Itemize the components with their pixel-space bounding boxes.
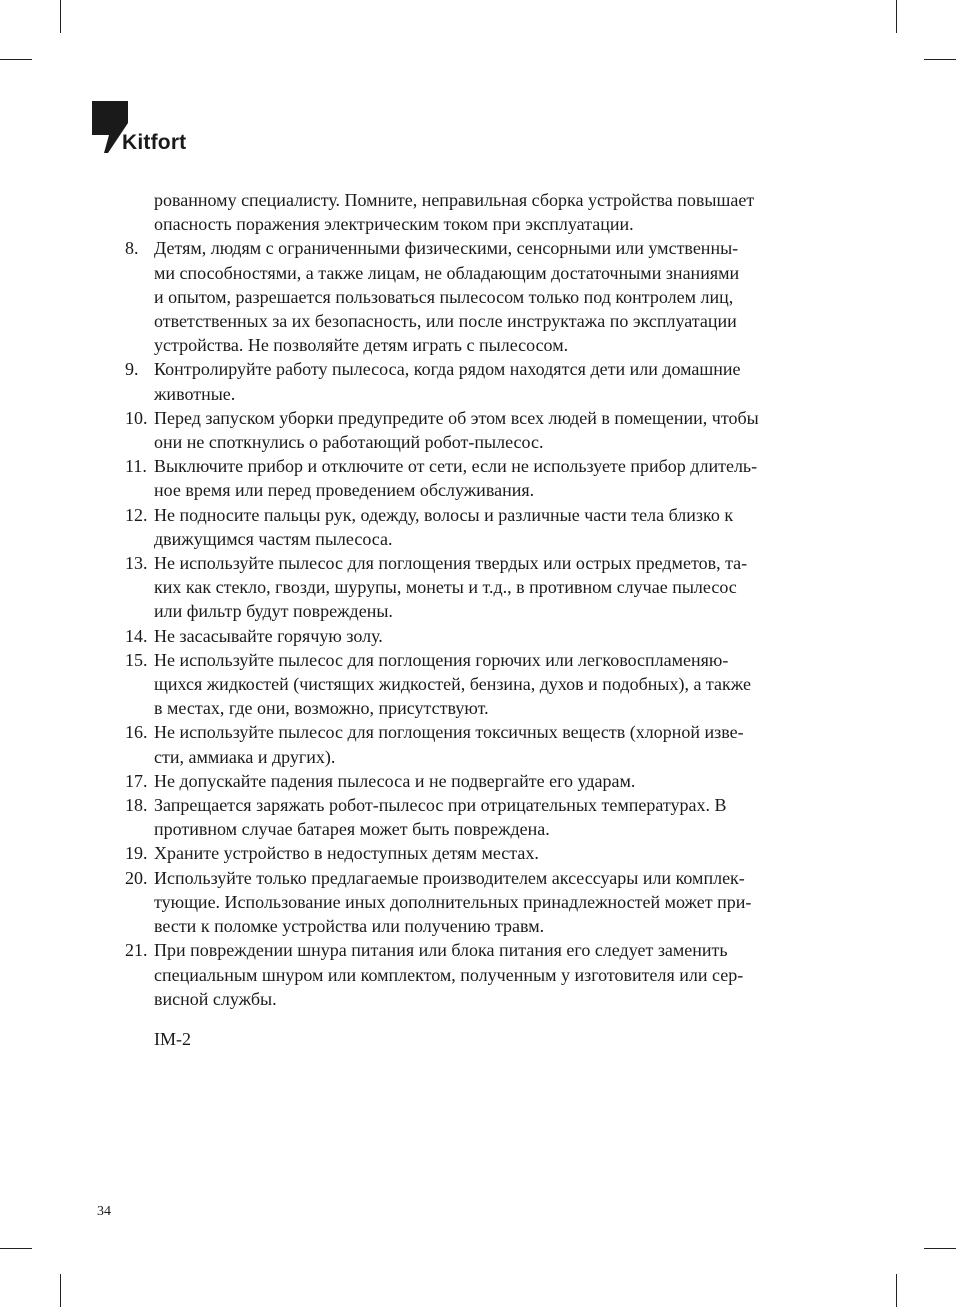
list-item (125, 938, 845, 1011)
item-text-line: Не используйте пылесос для поглощения токсичных веществ (хлорной изве- (154, 722, 744, 743)
item-text-line: Храните устройство в недоступных детям местах. (154, 843, 539, 864)
item-text-line: специальным шнуром или комплектом, полученным у изготовителя или сер- (154, 964, 744, 985)
list-item (125, 503, 845, 551)
item-text-line: ми способностями, а также лицам, не обладающим достаточными знаниями (154, 262, 740, 283)
crop-mark (60, 0, 61, 33)
item-text-line: противном случае батарея может быть повреждена. (154, 819, 550, 840)
list-item (125, 648, 845, 721)
list-item (125, 720, 845, 768)
item-text-line: ное время или перед проведением обслуживания. (154, 480, 535, 501)
crop-mark (0, 1248, 32, 1249)
item-number: 18. (125, 795, 148, 816)
list-item (125, 357, 845, 405)
item-text-line: Не засасывайте горячую золу. (154, 625, 383, 646)
item-text-line: животные. (154, 383, 236, 404)
item-text-line: сти, аммиака и других). (154, 746, 336, 767)
item-text-line: тующие. Использование иных дополнительных принадлежностей может при- (154, 891, 752, 912)
safety-instructions (125, 188, 845, 1011)
intro-paragraph (154, 188, 845, 236)
item-text-line: щихся жидкостей (чистящих жидкостей, бензина, духов и подобных), а также (154, 674, 751, 695)
item-text-line: Контролируйте работу пылесоса, когда рядом находятся дети или домашние (154, 359, 741, 380)
list-item (125, 769, 845, 793)
item-text-line: вести к поломке устройства или получению травм. (154, 916, 545, 937)
item-text-line: Не допускайте падения пылесоса и не подвергайте его ударам. (154, 770, 636, 791)
item-number: 21. (125, 940, 148, 961)
item-text-line: в местах, где они, возможно, присутствуют. (154, 698, 489, 719)
item-text-line: Запрещается заряжать робот-пылесос при отрицательных температурах. В (154, 795, 727, 816)
item-number: 15. (125, 649, 148, 670)
instructions-list (125, 236, 845, 1011)
item-number: 13. (125, 553, 148, 574)
list-item (125, 841, 845, 865)
item-text-line: движущимся частям пылесоса. (154, 528, 393, 549)
list-item (125, 624, 845, 648)
crop-mark (896, 0, 897, 33)
model-code: IM-2 (154, 1029, 191, 1049)
item-text-line: Выключите прибор и отключите от сети, если не используете прибор длитель- (154, 456, 758, 477)
list-item (125, 454, 845, 502)
item-number: 20. (125, 867, 148, 888)
item-text-line: они не споткнулись о работающий робот-пылесос. (154, 432, 544, 453)
item-text-line: Используйте только предлагаемые производителем аксессуары или комплек- (154, 867, 745, 888)
item-text-line: висной службы. (154, 988, 277, 1009)
item-number: 10. (125, 407, 148, 428)
intro-line: рованному специалисту. Помните, неправильная сборка устройства повышает (154, 190, 755, 210)
list-item (125, 551, 845, 624)
item-text-line: Не подносите пальцы рук, одежду, волосы и различные части тела близко к (154, 504, 734, 525)
item-text-line: Не используйте пылесос для поглощения твердых или острых предметов, та- (154, 553, 748, 574)
item-text-line: или фильтр будут повреждены. (154, 601, 393, 622)
item-text-line: устройства. Не позволяйте детям играть с пылесосом. (154, 335, 569, 356)
list-item (125, 406, 845, 454)
item-number: 17. (125, 770, 148, 791)
item-number: 9. (125, 359, 139, 380)
crop-mark (924, 1248, 956, 1249)
page-number: 34 (97, 1204, 111, 1219)
item-text-line: При повреждении шнура питания или блока питания его следует заменить (154, 940, 728, 961)
item-number: 19. (125, 843, 148, 864)
brand-name: Kitfort (122, 131, 187, 154)
item-text-line: Детям, людям с ограниченными физическими, сенсорными или умственны- (154, 238, 739, 259)
list-item (125, 793, 845, 841)
list-item (125, 236, 845, 357)
item-text-line: и опытом, разрешается пользоваться пылесосом только под контролем лиц, (154, 286, 734, 307)
list-item (125, 866, 845, 939)
item-number: 11. (125, 456, 147, 477)
item-text-line: ких как стекло, гвозди, шурупы, монеты и т.д., в противном случае пылесос (154, 577, 737, 598)
item-number: 12. (125, 504, 148, 525)
intro-line: опасность поражения электрическим током при эксплуатации. (154, 214, 634, 235)
item-number: 14. (125, 625, 148, 646)
crop-mark (896, 1274, 897, 1307)
item-text-line: Не используйте пылесос для поглощения горючих или легковоспламеняю- (154, 649, 729, 670)
item-number: 16. (125, 722, 148, 743)
crop-mark (924, 59, 956, 60)
crop-mark (0, 59, 32, 60)
item-text-line: ответственных за их безопасность, или после инструктажа по эксплуатации (154, 311, 737, 332)
item-number: 8. (125, 238, 139, 259)
crop-mark (60, 1274, 61, 1307)
item-text-line: Перед запуском уборки предупредите об этом всех людей в помещении, чтобы (154, 407, 759, 428)
